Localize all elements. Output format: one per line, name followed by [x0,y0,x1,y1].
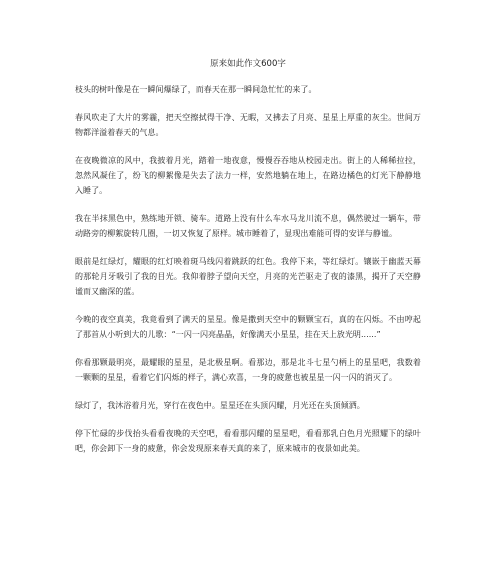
paragraph: 春风吹走了大片的雾霾，把天空擦拭得干净、无暇，又拂去了月亮、星星上厚重的灰尘。世间万物都洋溢着春天的气息。 [75,113,421,137]
document-title: 原来如此作文600字 [210,59,286,69]
paragraph: 我在半抹黑色中，熟练地开锁、骑车。道路上没有什么车水马龙川流不息，偶然驶过一辆车，带动路旁的柳絮旋转几圈，一切又恢复了原样。城市睡着了，显现出难能可得的安详与静谧。 [75,214,421,238]
paragraph: 停下忙碌的步伐抬头看看夜晚的天空吧，看看那闪耀的星星吧，看看那乳白色月光照耀下的绿叶吧，你会卸下一身的疲惫，你会发现原来春天真的来了，原来城市的夜景如此美。 [75,429,421,453]
paragraph: 在夜晚微凉的风中，我披着月光，踏着一地夜意，慢慢吞吞地从校园走出。街上的人稀稀拉拉，忽然风凝住了，纷飞的柳絮像是失去了法力一样，安然地躺在地上，在路边橘色的灯光下静静地入睡了。 [75,156,421,195]
paragraph: 眼前是红绿灯，耀眼的红灯映着斑马线闪着跳跃的红色。我停下来，等红绿灯。镶嵌于幽蓝天幕的那轮月牙吸引了我的目光。我仰着脖子望向天空，月亮的光芒驱走了夜的漆黑，揭开了天空静谧而又幽深的蓝。 [75,257,421,296]
paragraph: 你看那颗最明亮，最耀眼的星星，是北极星啊。看那边，那是北斗七星勺柄上的星星吧，我数着一颗颗的星星，看着它们闪烁的样子，满心欢喜，一身的疲惫也被星星一闪一闪的消灭了。 [75,358,421,382]
paragraph: 今晚的夜空真美，我竟看到了满天的星星。像是撒到天空中的颗颗宝石，真的在闪烁。不由哼起了那首从小听到大的儿歌：“一闪一闪亮晶晶，好像满天小星星，挂在天上放光明......” [75,315,421,339]
paragraph: 枝头的树叶像是在一瞬间爆绿了，而春天在那一瞬间急忙忙的来了。 [75,85,317,94]
paragraph: 绿灯了，我沐浴着月光，穿行在夜色中。星星还在头顶闪耀，月光还在头顶倾洒。 [75,401,365,410]
document-body [75,82,421,469]
